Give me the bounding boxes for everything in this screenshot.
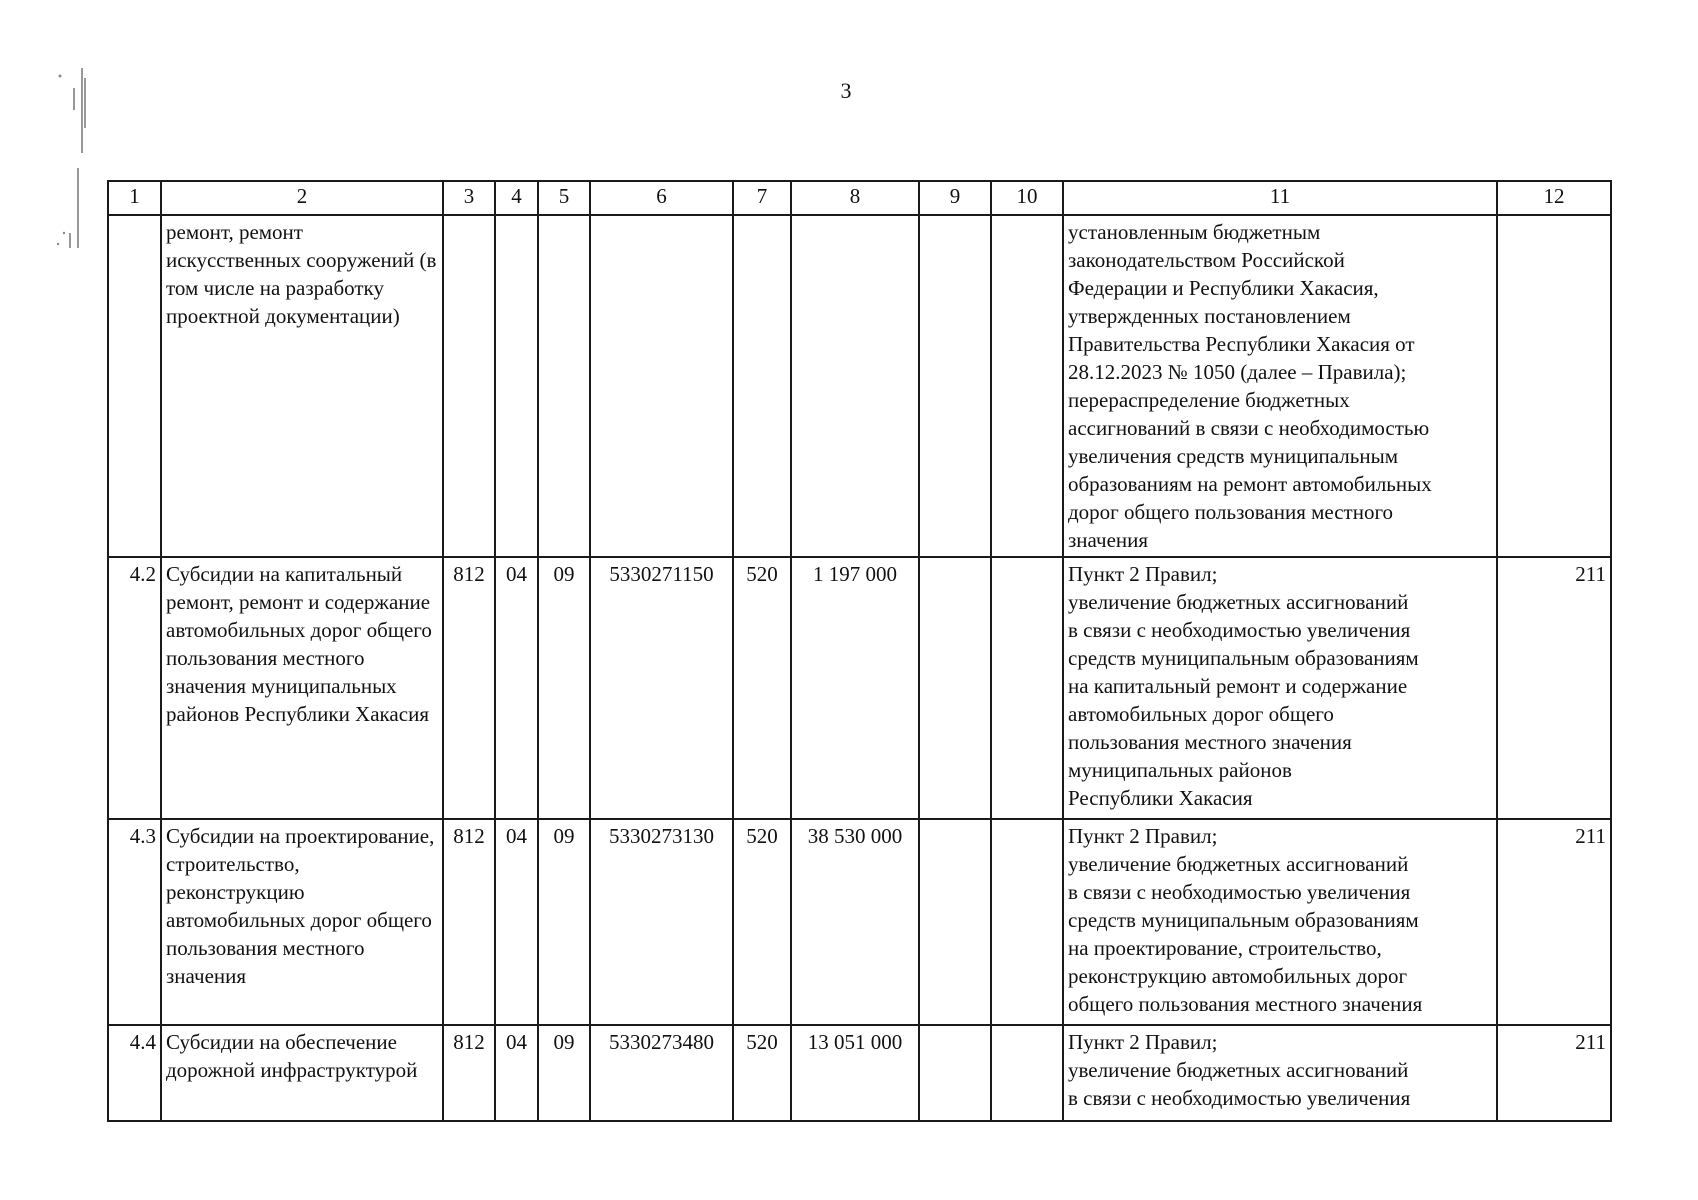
note-line: перераспределение бюджетных [1068, 388, 1350, 412]
cell-c4: 04 [495, 557, 538, 819]
note-line: Пункт 2 Правил; [1068, 824, 1218, 848]
table-row [108, 215, 1611, 557]
note-line: пользования местного значения [1068, 730, 1352, 754]
cell-c10 [991, 557, 1063, 819]
note-line: в связи с необходимостью увеличения [1068, 618, 1411, 642]
table-row [108, 1025, 1611, 1121]
note-line: дорог общего пользования местного [1068, 500, 1394, 524]
cell-c9 [919, 1025, 991, 1121]
note-line: общего пользования местного значения [1068, 992, 1423, 1016]
note-line: ассигнований в связи с необходимостью [1068, 416, 1430, 440]
column-header: 10 [991, 181, 1063, 215]
cell-c3 [443, 215, 495, 557]
note-line: на проектирование, строительство, [1068, 936, 1382, 960]
cell-c8: 38 530 000 [791, 819, 919, 1025]
page-number: 3 [840, 78, 852, 103]
column-header: 2 [161, 181, 443, 215]
note-line: образованиям на ремонт автомобильных [1068, 472, 1432, 496]
note-line: увеличение бюджетных ассигнований [1068, 1058, 1409, 1082]
note-line: утвержденных постановлением [1068, 304, 1351, 328]
note-line: муниципальных районов [1068, 758, 1292, 782]
row-number [108, 215, 161, 557]
note-line: установленным бюджетным [1068, 220, 1321, 244]
cell-c7: 520 [733, 819, 791, 1025]
cell-c12: 211 [1497, 819, 1611, 1025]
budget-table [107, 180, 1612, 1122]
column-header: 9 [919, 181, 991, 215]
margin-stamp-marks [52, 58, 92, 258]
row-note [1063, 819, 1497, 1025]
cell-c9 [919, 819, 991, 1025]
cell-c12: 211 [1497, 557, 1611, 819]
cell-c12 [1497, 215, 1611, 557]
note-line: Правительства Республики Хакасия от [1068, 332, 1415, 356]
cell-c5: 09 [538, 819, 590, 1025]
column-header: 5 [538, 181, 590, 215]
cell-c10 [991, 819, 1063, 1025]
row-number: 4.4 [108, 1025, 161, 1121]
cell-c12: 211 [1497, 1025, 1611, 1121]
note-line: реконструкцию автомобильных дорог [1068, 964, 1408, 988]
cell-c6: 5330273480 [590, 1025, 733, 1121]
note-line: увеличение бюджетных ассигнований [1068, 852, 1409, 876]
row-name: Субсидии на обеспечение дорожной инфраструктурой [161, 1025, 443, 1121]
column-header: 11 [1063, 181, 1497, 215]
note-line: законодательством Российской [1068, 248, 1345, 272]
cell-c6 [590, 215, 733, 557]
row-name: Субсидии на проектирование, строительство, реконструкцию автомобильных дорог общего пользования местного значения [161, 819, 443, 1025]
column-header: 4 [495, 181, 538, 215]
note-line: Пункт 2 Правил; [1068, 562, 1218, 586]
cell-c3: 812 [443, 557, 495, 819]
column-header: 12 [1497, 181, 1611, 215]
cell-c7 [733, 215, 791, 557]
cell-c7: 520 [733, 557, 791, 819]
row-note [1063, 215, 1497, 557]
cell-c3: 812 [443, 1025, 495, 1121]
cell-c6: 5330273130 [590, 819, 733, 1025]
cell-c5: 09 [538, 557, 590, 819]
note-line: средств муниципальным образованиям [1068, 646, 1419, 670]
cell-c6: 5330271150 [590, 557, 733, 819]
cell-c4: 04 [495, 819, 538, 1025]
note-line: в связи с необходимостью увеличения [1068, 1086, 1411, 1110]
row-note [1063, 557, 1497, 819]
cell-c8: 1 197 000 [791, 557, 919, 819]
column-header: 8 [791, 181, 919, 215]
cell-c7: 520 [733, 1025, 791, 1121]
row-note [1063, 1025, 1497, 1121]
table-row [108, 819, 1611, 1025]
cell-c5 [538, 215, 590, 557]
note-line: на капитальный ремонт и содержание [1068, 674, 1408, 698]
cell-c4 [495, 215, 538, 557]
cell-c3: 812 [443, 819, 495, 1025]
note-line: в связи с необходимостью увеличения [1068, 880, 1411, 904]
note-line: автомобильных дорог общего [1068, 702, 1334, 726]
note-line: средств муниципальным образованиям [1068, 908, 1419, 932]
cell-c5: 09 [538, 1025, 590, 1121]
cell-c8 [791, 215, 919, 557]
note-line: 28.12.2023 № 1050 (далее – Правила); [1068, 360, 1407, 384]
table-header-row [108, 181, 1611, 215]
row-name: Субсидии на капитальный ремонт, ремонт и содержание автомобильных дорог общего пользования местного значения муниципальных районов Республики Хакасия [161, 557, 443, 819]
column-header: 3 [443, 181, 495, 215]
note-line: увеличение бюджетных ассигнований [1068, 590, 1409, 614]
cell-c10 [991, 215, 1063, 557]
cell-c9 [919, 215, 991, 557]
column-header: 7 [733, 181, 791, 215]
cell-c8: 13 051 000 [791, 1025, 919, 1121]
note-line: увеличения средств муниципальным [1068, 444, 1398, 468]
note-line: Федерации и Республики Хакасия, [1068, 276, 1379, 300]
note-line: Республики Хакасия [1068, 786, 1253, 810]
cell-c10 [991, 1025, 1063, 1121]
row-number: 4.3 [108, 819, 161, 1025]
cell-c4: 04 [495, 1025, 538, 1121]
note-line: значения [1068, 528, 1149, 552]
note-line: Пункт 2 Правил; [1068, 1030, 1218, 1054]
cell-c9 [919, 557, 991, 819]
row-number: 4.2 [108, 557, 161, 819]
column-header: 1 [108, 181, 161, 215]
row-name: ремонт, ремонт искусственных сооружений (в том числе на разработку проектной документации) [161, 215, 443, 557]
column-header: 6 [590, 181, 733, 215]
table-row [108, 557, 1611, 819]
